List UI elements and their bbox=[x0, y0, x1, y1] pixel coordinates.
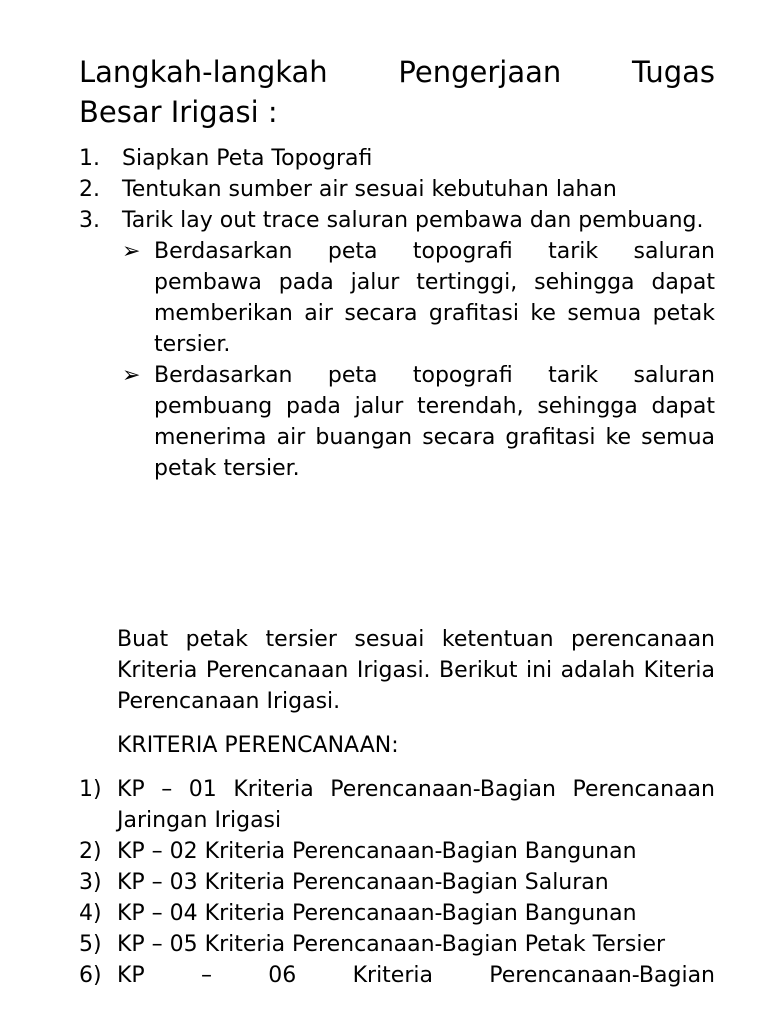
steps-list bbox=[79, 143, 715, 484]
arrow-bullet-icon: ➢ bbox=[122, 239, 141, 264]
arrow-bullet-icon: ➢ bbox=[122, 363, 141, 388]
step-text: Tentukan sumber air sesuai kebutuhan lahan bbox=[122, 177, 617, 202]
criteria-item bbox=[79, 960, 715, 991]
sub-item-text: Berdasarkan peta topografi tarik saluran pembuang pada jalur terendah, sehingga dapat menerima air buangan secara grafitasi ke semua petak tersier. bbox=[154, 363, 715, 481]
criteria-number: 2) bbox=[79, 839, 102, 864]
criteria-item bbox=[79, 929, 715, 960]
step-item bbox=[79, 205, 715, 484]
sub-items-list bbox=[122, 236, 715, 484]
criteria-heading: KRITERIA PERENCANAAN: bbox=[117, 733, 399, 758]
step-text: Tarik lay out trace saluran pembawa dan pembuang. bbox=[122, 208, 704, 233]
criteria-item bbox=[79, 867, 715, 898]
criteria-number: 4) bbox=[79, 901, 102, 926]
step-item bbox=[79, 143, 715, 174]
intro-paragraph: Buat petak tersier sesuai ketentuan perencanaan Kriteria Perencanaan Irigasi. Berikut ini adalah Kiteria Perencanaan Irigasi. bbox=[117, 627, 715, 714]
criteria-text: KP – 03 Kriteria Perencanaan-Bagian Saluran bbox=[117, 870, 609, 895]
criteria-item bbox=[79, 898, 715, 929]
criteria-number: 1) bbox=[79, 777, 102, 802]
criteria-text: KP – 01 Kriteria Perencanaan-Bagian Perencanaan Jaringan Irigasi bbox=[117, 777, 715, 833]
criteria-number: 6) bbox=[79, 963, 102, 988]
step-number: 2. bbox=[79, 177, 100, 202]
criteria-list bbox=[79, 774, 715, 991]
step-text: Siapkan Peta Topografi bbox=[122, 146, 373, 171]
step-item bbox=[79, 174, 715, 205]
sub-item-text: Berdasarkan peta topografi tarik saluran pembawa pada jalur tertinggi, sehingga dapat memberikan air secara grafitasi ke semua petak tersier. bbox=[154, 239, 715, 357]
title-line-2: Besar Irigasi : bbox=[79, 95, 278, 129]
criteria-text: KP – 06 Kriteria Perencanaan-Bagian bbox=[117, 963, 715, 988]
sub-item bbox=[122, 360, 715, 484]
criteria-item bbox=[79, 774, 715, 836]
page-title bbox=[79, 52, 715, 132]
title-line-1: Langkah-langkah Pengerjaan Tugas bbox=[79, 55, 715, 89]
sub-item bbox=[122, 236, 715, 360]
criteria-text: KP – 05 Kriteria Perencanaan-Bagian Petak Tersier bbox=[117, 932, 666, 957]
criteria-text: KP – 02 Kriteria Perencanaan-Bagian Bangunan bbox=[117, 839, 637, 864]
step-number: 3. bbox=[79, 208, 100, 233]
criteria-text: KP – 04 Kriteria Perencanaan-Bagian Bangunan bbox=[117, 901, 637, 926]
criteria-number: 5) bbox=[79, 932, 102, 957]
step-number: 1. bbox=[79, 146, 100, 171]
criteria-number: 3) bbox=[79, 870, 102, 895]
criteria-item bbox=[79, 836, 715, 867]
